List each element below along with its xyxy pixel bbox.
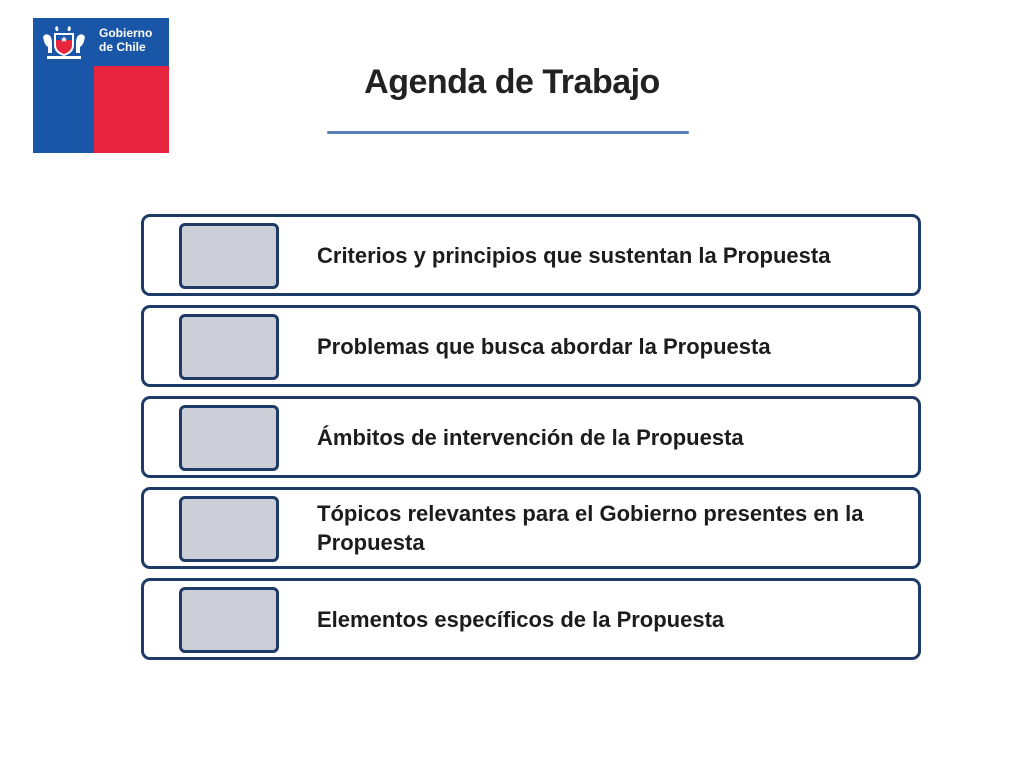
agenda-item-marker <box>179 223 279 289</box>
logo-line-2: de Chile <box>99 40 146 54</box>
agenda-item-label: Problemas que busca abordar la Propuesta <box>317 333 771 359</box>
agenda-item-marker <box>179 587 279 653</box>
agenda-item-marker <box>179 496 279 562</box>
agenda-item-3 <box>141 396 921 478</box>
page-title: Agenda de Trabajo <box>364 63 660 101</box>
agenda-item-label: Tópicos relevantes para el Gobierno presentes en la Propuesta <box>317 501 864 555</box>
agenda-list <box>141 214 925 669</box>
agenda-item-marker <box>179 405 279 471</box>
agenda-item-5 <box>141 578 921 660</box>
title-underline <box>327 131 689 134</box>
agenda-item-label: Ámbitos de intervención de la Propuesta <box>317 424 744 450</box>
agenda-item-label: Elementos específicos de la Propuesta <box>317 606 725 632</box>
agenda-item-4 <box>141 487 921 569</box>
agenda-item-1 <box>141 214 921 296</box>
agenda-item-label: Criterios y principios que sustentan la Propuesta <box>317 242 831 268</box>
agenda-item-2 <box>141 305 921 387</box>
logo-text <box>99 26 152 54</box>
coat-of-arms-icon <box>39 23 89 61</box>
agenda-item-marker <box>179 314 279 380</box>
logo-line-1: Gobierno <box>99 26 153 40</box>
